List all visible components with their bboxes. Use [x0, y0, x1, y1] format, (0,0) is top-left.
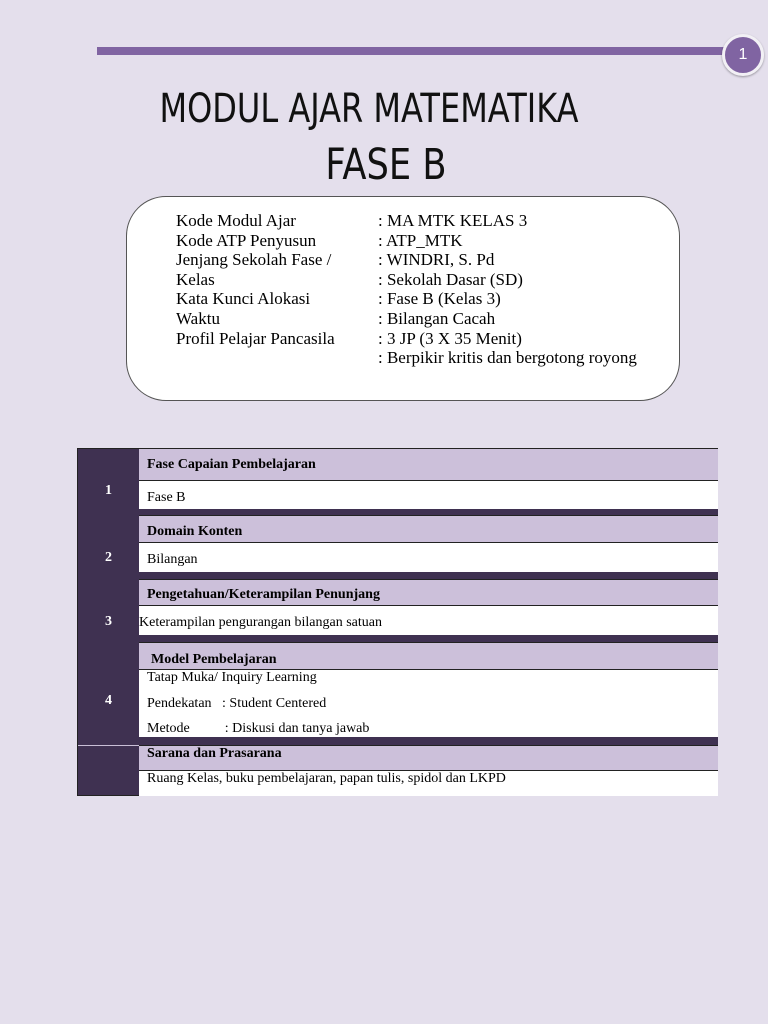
model-line: Metode : Diskusi dan tanya jawab — [147, 721, 370, 736]
model-line: Tatap Muka/ Inquiry Learning — [147, 670, 317, 685]
learning-table — [77, 448, 718, 796]
info-label: Kode ATP Penyusun — [176, 230, 317, 250]
info-label: Waktu — [176, 308, 220, 328]
model-line: Pendekatan : Student Centered — [147, 696, 327, 711]
row-gap — [139, 635, 718, 642]
table-row-header: Domain Konten — [139, 515, 718, 542]
row-number-column — [78, 449, 139, 795]
table-row-header: Sarana dan Prasarana — [139, 745, 718, 770]
info-value: : Sekolah Dasar (SD) — [378, 269, 523, 289]
page-number-badge: 1 — [722, 34, 764, 76]
info-label: Kode Modul Ajar — [176, 211, 296, 230]
info-value: : WINDRI, S. Pd — [378, 250, 495, 270]
info-value: : MA MTK KELAS 3 — [378, 211, 528, 230]
info-label: Jenjang Sekolah Fase / — [176, 250, 332, 270]
header-rule — [97, 47, 737, 55]
table-row-value: Fase B — [139, 480, 718, 509]
table-row-value: Keterampilan pengurangan bilangan satuan — [139, 605, 718, 635]
row-divider — [78, 745, 139, 746]
info-value: : 3 JP (3 X 35 Menit) — [378, 328, 522, 348]
document-title: MODUL AJAR MATEMATIKA — [159, 86, 579, 132]
document-subtitle: FASE B — [325, 140, 447, 190]
info-label: Kata Kunci Alokasi — [176, 289, 311, 309]
table-row-header: Pengetahuan/Keterampilan Penunjang — [139, 579, 718, 605]
row-number: 2 — [105, 550, 112, 565]
info-value: : Fase B (Kelas 3) — [378, 289, 501, 309]
table-row-value: Bilangan — [139, 542, 718, 572]
module-info-box — [126, 196, 680, 401]
row-number: 3 — [105, 614, 112, 629]
info-labels — [176, 211, 335, 348]
table-row-values — [139, 669, 718, 737]
table-row-header: Fase Capaian Pembelajaran — [139, 449, 718, 480]
info-value: : ATP_MTK — [378, 230, 463, 250]
info-value: : Berpikir kritis dan bergotong royong — [378, 348, 637, 368]
row-gap — [139, 737, 718, 745]
info-label: Profil Pelajar Pancasila — [176, 328, 335, 348]
info-value: : Bilangan Cacah — [378, 308, 496, 328]
table-row-header: Model Pembelajaran — [139, 642, 718, 669]
info-values — [378, 211, 637, 368]
row-number: 4 — [105, 693, 112, 708]
info-label: Kelas — [176, 269, 215, 289]
row-gap — [139, 572, 718, 579]
row-number: 1 — [105, 483, 112, 498]
table-row-value: Ruang Kelas, buku pembelajaran, papan tulis, spidol dan LKPD — [139, 770, 718, 796]
